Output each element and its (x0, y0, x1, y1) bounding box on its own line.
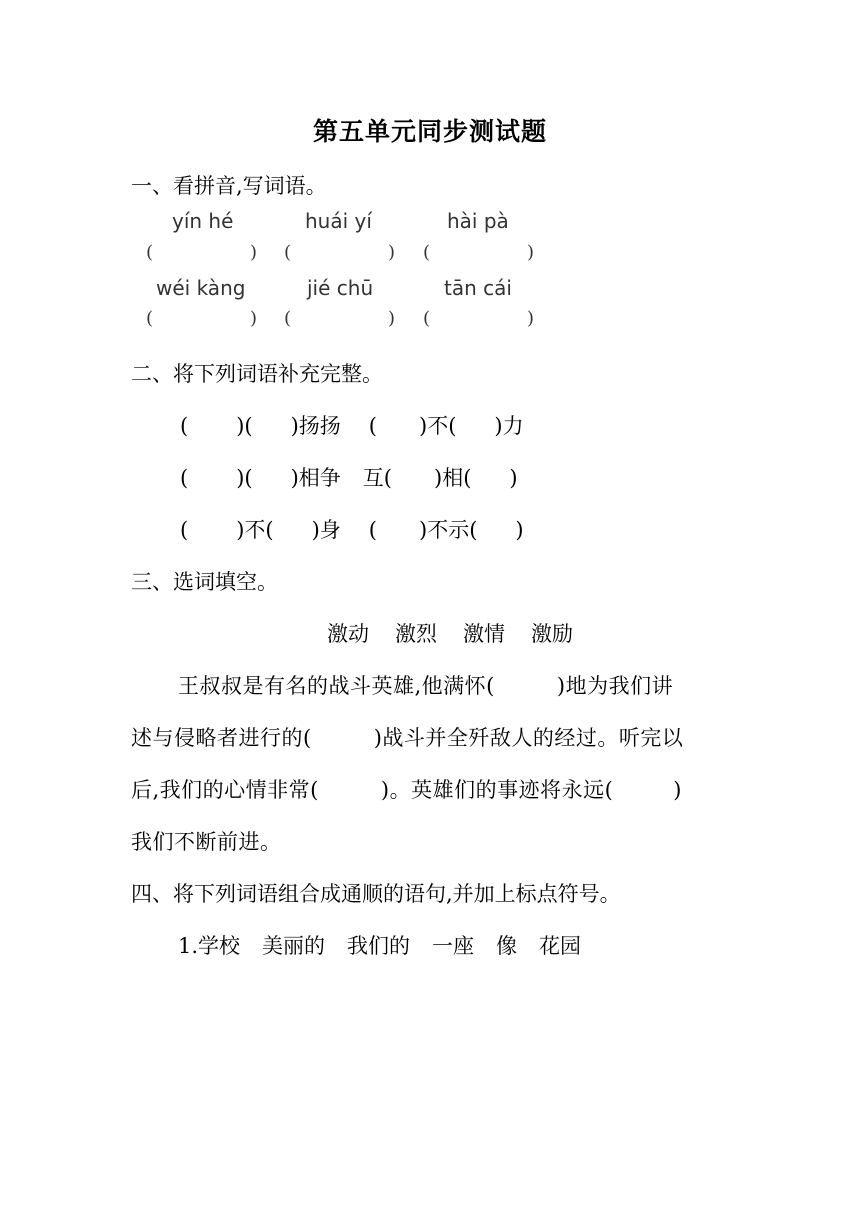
pinyin: tān cái (444, 276, 512, 300)
text-segment: )地为我们讲 (556, 674, 674, 698)
word: 我们的 (347, 934, 411, 958)
text-segment: 我们不断前进。 (131, 830, 282, 854)
answer-close-paren: ) (527, 308, 535, 329)
word-group (178, 930, 581, 960)
paren-segment: ( (180, 466, 189, 490)
paragraph-line (131, 722, 683, 752)
fill-line (180, 410, 524, 440)
word: 美丽的 (262, 934, 326, 958)
pinyin: jié chū (307, 276, 374, 300)
section-3-heading: 三、选词填空。 (131, 570, 278, 594)
word-options (327, 618, 573, 648)
fill-line (180, 514, 524, 544)
word: 1.学校 (178, 934, 241, 958)
text-segment: )不( (236, 518, 274, 542)
answer-close-paren: ) (250, 242, 258, 263)
section-1-heading: 一、看拼音,写词语。 (131, 174, 327, 198)
paragraph-line (131, 774, 682, 804)
text-segment: )相( (434, 466, 472, 490)
answer-open-paren: ( (284, 308, 292, 329)
answer-open-paren: ( (423, 308, 431, 329)
text-segment: 互( (362, 466, 392, 490)
word-option: 激动 (327, 622, 369, 646)
pinyin: yín hé (172, 209, 234, 233)
paren-segment: ( (180, 518, 189, 542)
word-option: 激烈 (395, 622, 437, 646)
text-segment: )力 (494, 414, 524, 438)
word: 像 (496, 934, 518, 958)
paragraph-line (131, 826, 282, 856)
paren-segment: )( (236, 414, 253, 438)
text-segment: )相争 (290, 466, 341, 490)
word-option: 激励 (531, 622, 573, 646)
text-segment: )。英雄们的事迹将永远( (380, 778, 614, 802)
word-option: 激情 (463, 622, 505, 646)
word: 花园 (539, 934, 582, 958)
answer-open-paren: ( (423, 242, 431, 263)
answer-close-paren: ) (250, 308, 258, 329)
paren-segment: ( (368, 414, 377, 438)
text-segment: )扬扬 (290, 414, 341, 438)
text-segment: ) (673, 778, 682, 802)
paren-segment: ) (515, 518, 524, 542)
answer-close-paren: ) (527, 242, 535, 263)
paren-segment: ( (180, 414, 189, 438)
text-segment: 王叔叔是有名的战斗英雄,他满怀( (178, 674, 495, 698)
pinyin: wéi kàng (156, 276, 246, 300)
paren-segment: ) (509, 466, 518, 490)
fill-line (180, 462, 518, 492)
answer-open-paren: ( (146, 242, 154, 263)
answer-open-paren: ( (146, 308, 154, 329)
text-segment: 后,我们的心情非常( (131, 778, 319, 802)
text-segment: )不( (419, 414, 457, 438)
text-segment: )不示( (419, 518, 478, 542)
text-segment: )战斗并全歼敌人的经过。听完以 (373, 726, 684, 750)
text-segment: )身 (311, 518, 341, 542)
answer-open-paren: ( (284, 242, 292, 263)
paren-segment: )( (236, 466, 253, 490)
pinyin: hài pà (447, 209, 509, 233)
pinyin: huái yí (305, 209, 372, 233)
answer-close-paren: ) (388, 308, 396, 329)
section-4-heading: 四、将下列词语组合成通顺的语句,并加上标点符号。 (131, 882, 621, 906)
answer-close-paren: ) (388, 242, 396, 263)
text-segment: 述与侵略者进行的( (131, 726, 312, 750)
section-2-heading: 二、将下列词语补充完整。 (131, 362, 383, 386)
page-title: 第五单元同步测试题 (312, 117, 547, 146)
word: 一座 (432, 934, 475, 958)
paren-segment: ( (368, 518, 377, 542)
paragraph-line (178, 670, 673, 700)
